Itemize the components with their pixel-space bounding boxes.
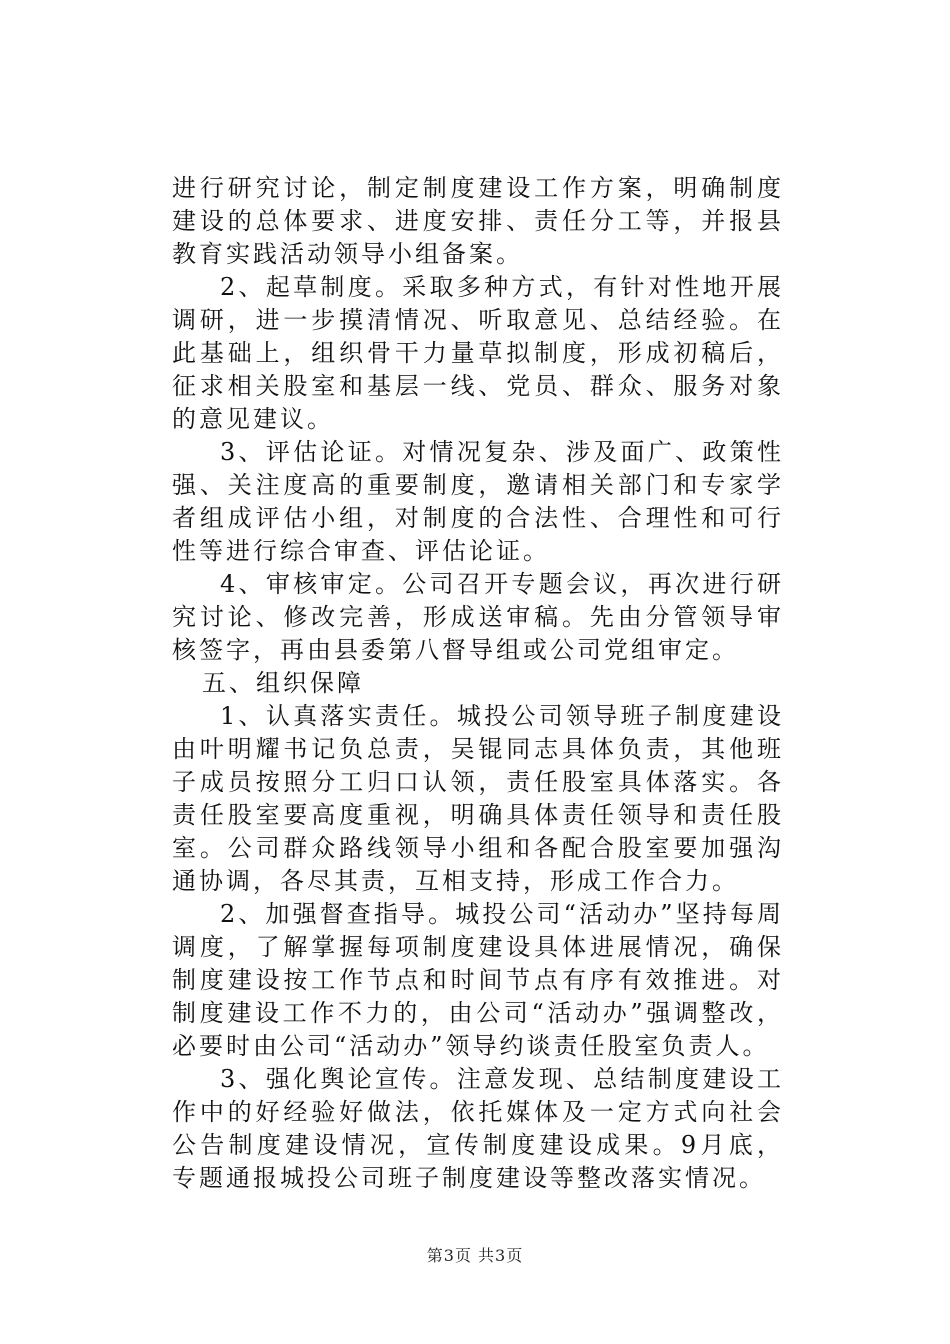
- paragraph-continuation: 进行研究讨论，制定制度建设工作方案，明确制度建设的总体要求、进度安排、责任分工等，并报县教育实践活动领导小组备案。: [172, 174, 784, 268]
- paragraph-evaluation: 3、评估论证。对情况复杂、涉及面广、政策性强、关注度高的重要制度，邀请相关部门和专家学者组成评估小组，对制度的合法性、合理性和可行性等进行综合审查、评估论证。: [172, 438, 784, 565]
- paragraph-review: 4、审核审定。公司召开专题会议，再次进行研究讨论、修改完善，形成送审稿。先由分管领导审核签字，再由县委第八督导组或公司党组审定。: [172, 570, 784, 664]
- paragraph-responsibility: 1、认真落实责任。城投公司领导班子制度建设由叶明耀书记负总责，吴锟同志具体负责，其他班子成员按照分工归口认领，责任股室具体落实。各责任股室要高度重视，明确具体责任领导和责任股室。公司群众路线领导小组和各配合股室要加强沟通协调，各尽其责，互相支持，形成工作合力。: [172, 702, 784, 895]
- page-number: 第3页 共3页: [426, 1246, 524, 1265]
- document-body: [172, 172, 784, 1195]
- paragraph-supervision: 2、加强督查指导。城投公司“活动办”坚持每周调度，了解掌握每项制度建设具体进展情况，确保制度建设按工作节点和时间节点有序有效推进。对制度建设工作不力的，由公司“活动办”强调整改，必要时由公司“活动办”领导约谈责任股室负责人。: [172, 900, 784, 1060]
- paragraph-publicity: 3、强化舆论宣传。注意发现、总结制度建设工作中的好经验好做法，依托媒体及一定方式向社会公告制度建设情况，宣传制度建设成果。9月底，专题通报城投公司班子制度建设等整改落实情况。: [172, 1065, 784, 1192]
- paragraph-drafting: 2、起草制度。采取多种方式，有针对性地开展调研，进一步摸清情况、听取意见、总结经验。在此基础上，组织骨干力量草拟制度，形成初稿后，征求相关股室和基层一线、党员、群众、服务对象的意见建议。: [172, 273, 784, 433]
- section-heading: 五、组织保障: [202, 669, 364, 697]
